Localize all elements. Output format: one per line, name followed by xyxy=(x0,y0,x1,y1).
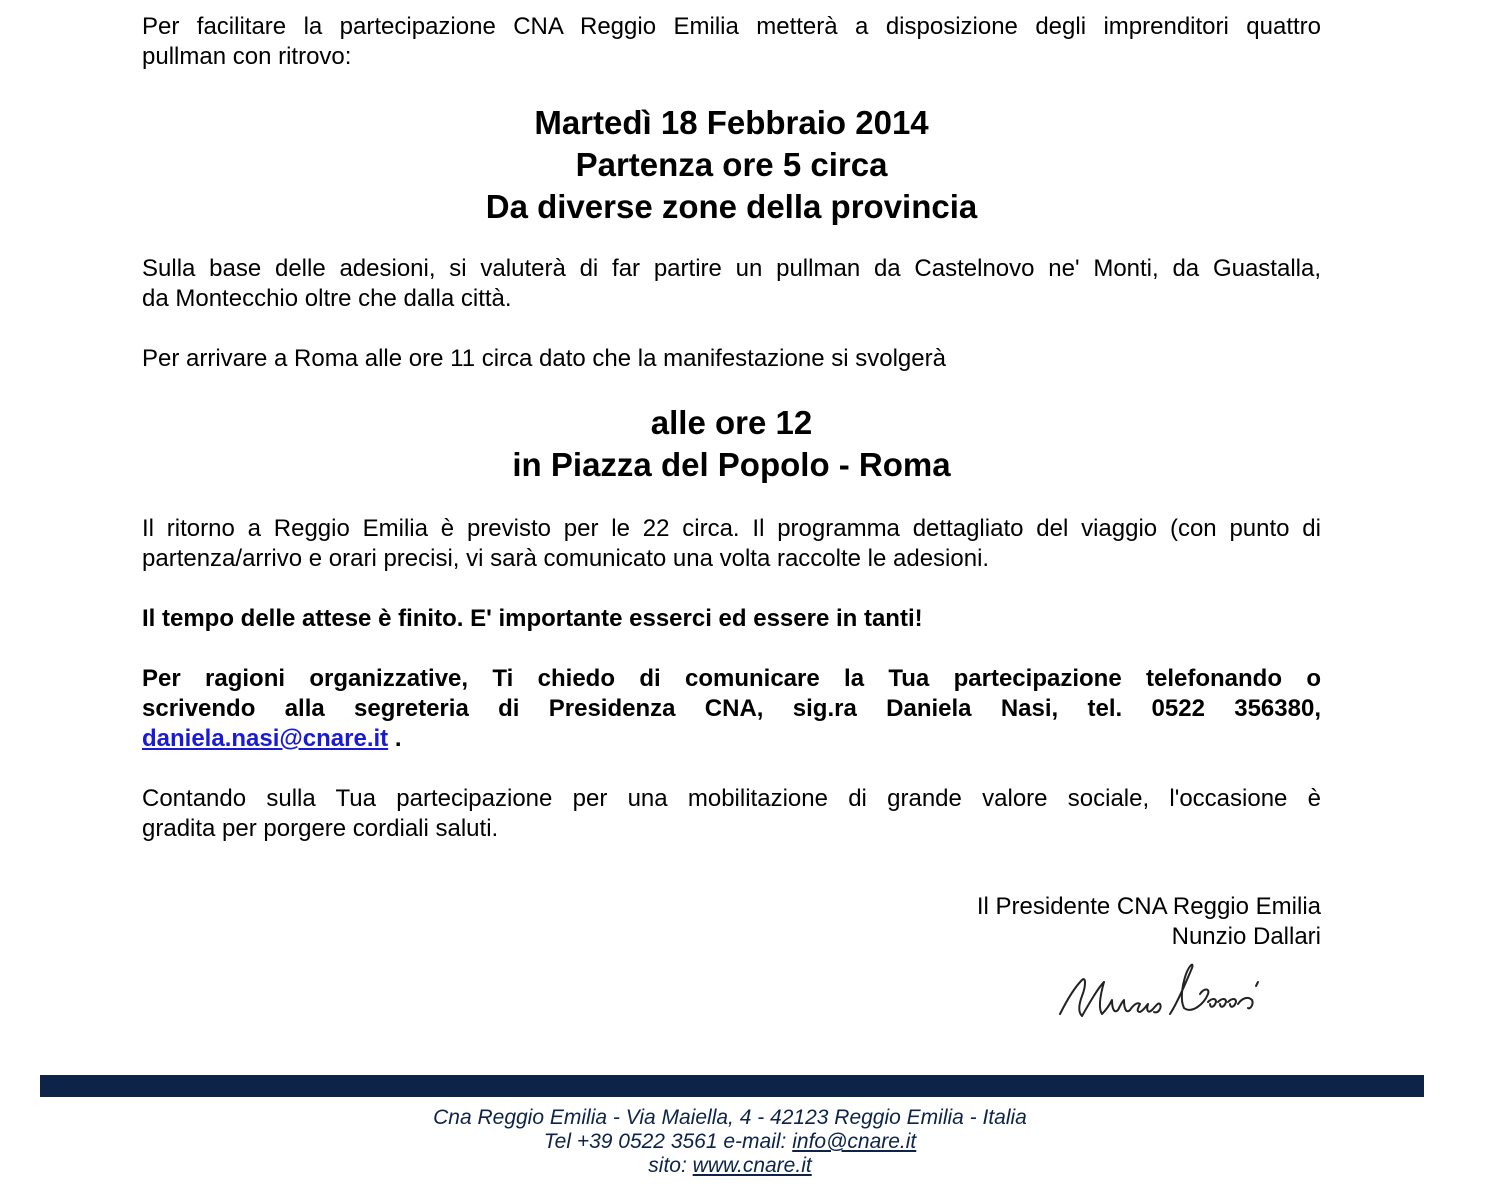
footer-site-link[interactable]: www.cnare.it xyxy=(692,1154,812,1177)
contact-line-2: scrivendo alla segreteria di Presidenza CNA, sig.ra Daniela Nasi, tel. 0522 356380, xyxy=(142,695,1321,722)
arrival-paragraph xyxy=(142,344,1321,374)
intro-paragraph xyxy=(142,12,1321,42)
intro-paragraph-end xyxy=(142,42,1321,72)
signature-role: Il Presidente CNA Reggio Emilia xyxy=(976,893,1321,920)
return-paragraph xyxy=(142,514,1321,544)
contact-end: . xyxy=(388,725,402,752)
footer-site-prefix: sito: xyxy=(648,1154,693,1177)
footer-email-link[interactable]: info@cnare.it xyxy=(792,1130,917,1153)
event-details xyxy=(142,102,1321,228)
closing-paragraph-end xyxy=(142,814,1321,844)
rally-details xyxy=(142,402,1321,486)
intro-line-1: Per facilitare la partecipazione CNA Reggio Emilia metterà a disposizione degli imprenditori quattro xyxy=(142,13,1321,40)
event-location: Da diverse zone della provincia xyxy=(485,188,978,225)
contact-paragraph xyxy=(142,664,1321,694)
signature-block xyxy=(977,892,1321,952)
contact-paragraph-line2 xyxy=(142,694,1321,724)
contact-email-link[interactable]: daniela.nasi@cnare.it xyxy=(142,725,389,752)
footer-tel: Tel +39 0522 3561 e-mail: xyxy=(543,1130,793,1153)
contact-paragraph-end xyxy=(142,724,1321,754)
buses-line-2: da Montecchio oltre che dalla città. xyxy=(142,285,512,312)
return-line-1: Il ritorno a Reggio Emilia è previsto per le 22 circa. Il programma dettagliato del viaggio (con punto di xyxy=(142,515,1321,542)
call-to-action xyxy=(142,604,1321,634)
buses-paragraph xyxy=(142,254,1321,284)
footer-divider-bar xyxy=(40,1075,1424,1097)
intro-line-2: pullman con ritrovo: xyxy=(142,43,352,70)
footer xyxy=(0,1106,1460,1178)
footer-site xyxy=(0,1154,1460,1178)
closing-line-1: Contando sulla Tua partecipazione per una mobilitazione di grande valore sociale, l'occasione è xyxy=(142,785,1321,812)
signature-name: Nunzio Dallari xyxy=(1171,923,1321,950)
contact-line-1: Per ragioni organizzative, Ti chiedo di comunicare la Tua partecipazione telefonando o xyxy=(142,665,1321,692)
closing-paragraph xyxy=(142,784,1321,814)
footer-contacts xyxy=(0,1130,1460,1154)
event-departure: Partenza ore 5 circa xyxy=(575,146,888,183)
closing-line-2: gradita per porgere cordiali saluti. xyxy=(142,815,499,842)
buses-paragraph-end xyxy=(142,284,1321,314)
rally-place: in Piazza del Popolo - Roma xyxy=(512,446,951,483)
buses-line-1: Sulla base delle adesioni, si valuterà di far partire un pullman da Castelnovo ne' Monti, da Guastalla, xyxy=(142,255,1321,282)
handwritten-signature xyxy=(1052,952,1284,1032)
footer-address: Cna Reggio Emilia - Via Maiella, 4 - 42123 Reggio Emilia - Italia xyxy=(433,1106,1027,1129)
arrival-line: Per arrivare a Roma alle ore 11 circa dato che la manifestazione si svolgerà xyxy=(142,345,946,372)
return-paragraph-end xyxy=(142,544,1321,574)
event-date: Martedì 18 Febbraio 2014 xyxy=(534,104,929,141)
return-line-2: partenza/arrivo e orari precisi, vi sarà comunicato una volta raccolte le adesioni. xyxy=(142,545,990,572)
call-to-action-text: Il tempo delle attese è finito. E' importante esserci ed essere in tanti! xyxy=(142,605,923,632)
letter-body xyxy=(142,12,1321,844)
rally-time: alle ore 12 xyxy=(650,404,813,441)
